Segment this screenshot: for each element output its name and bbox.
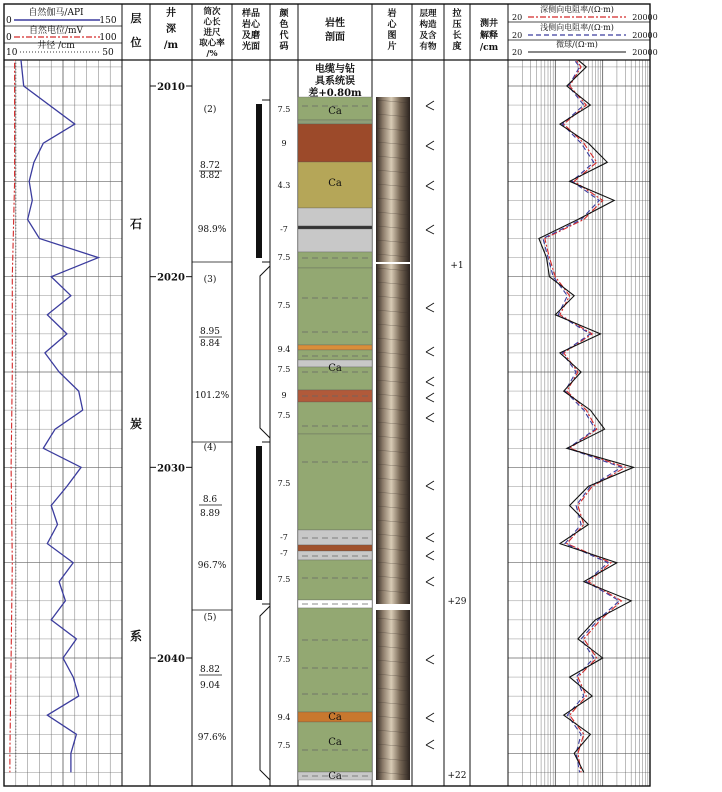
structure-header: 构造 (419, 20, 437, 30)
lithology-layer (298, 545, 372, 551)
color-code: 7.5 (277, 655, 291, 664)
color-code: 9.4 (277, 713, 291, 722)
recovery-header: 筒次 (203, 7, 221, 17)
stretch-header: 长 (452, 31, 462, 41)
sp-legend-max: 100 (99, 33, 117, 43)
shallow-res-legend-min: 20 (512, 31, 523, 40)
color-code: 7.5 (277, 575, 291, 584)
lithology-layer (298, 402, 372, 434)
color-code: 7.5 (277, 479, 291, 488)
core-number: (5) (203, 613, 217, 623)
sample-header: 及磨 (241, 31, 261, 41)
photo-header: 心 (387, 20, 397, 30)
deep-res-legend-min: 20 (512, 13, 523, 22)
photo-header: 片 (387, 42, 397, 52)
core-recovery: 97.6% (197, 733, 227, 743)
strata-char: 系 (129, 629, 143, 643)
sample-header: 岩心 (241, 20, 261, 30)
shallow-res-legend-max: 20000 (632, 31, 658, 40)
color-code: 9 (281, 139, 287, 148)
calcareous-label: Ca (328, 771, 342, 782)
color-code: -7 (280, 225, 288, 234)
lithology-layer (298, 252, 372, 268)
core-photo (376, 264, 410, 604)
color-code-header: 代 (279, 31, 289, 41)
depth-header: 井 (166, 8, 176, 19)
depth-tick-label: 2030 (157, 463, 185, 475)
lithology-layer (298, 268, 372, 345)
depth-tick-label: 2010 (157, 82, 185, 93)
color-code-header: 颜 (279, 9, 289, 19)
color-code: 9 (281, 391, 287, 400)
stretch-header: 度 (452, 42, 462, 52)
color-code: 4.3 (277, 181, 291, 190)
recovery-header: 取心率 (199, 38, 225, 49)
photo-header: 图 (387, 31, 397, 41)
interp-header: 测井 (479, 19, 499, 29)
deep-res-legend-label: 深侧向电阻率/(Ω·m) (540, 5, 614, 14)
color-code: 7.5 (277, 105, 291, 114)
recovery-header: 进尺 (203, 28, 221, 38)
core-footage: 8.84 (199, 339, 221, 349)
core-photo-column (376, 97, 410, 780)
lithology-header: 岩性 (325, 18, 345, 29)
gamma-legend-label: 自然伽马/API (28, 8, 84, 18)
core-photo (376, 610, 410, 780)
core-length: 8.82 (199, 665, 221, 675)
calcareous-label: Ca (328, 178, 342, 189)
core-length: 8.72 (199, 161, 221, 171)
core-footage: 9.04 (199, 681, 221, 691)
depth-tick-label: 2040 (157, 654, 185, 665)
depth-tick-label: 2020 (157, 272, 185, 284)
calcareous-label: Ca (328, 737, 342, 748)
lithology-layer (298, 530, 372, 545)
core-footage: 8.82 (199, 171, 221, 181)
stretch-header: 拉 (452, 9, 462, 19)
lithology-layer (298, 226, 372, 229)
lithology-layer (298, 208, 372, 226)
core-number: (2) (203, 105, 217, 115)
core-footage: 8.89 (199, 509, 221, 519)
interp-header: 解释 (479, 31, 499, 41)
core-length: 8.95 (199, 327, 221, 337)
strata-header: 位 (130, 36, 142, 49)
lithology-note: 差+0.80m (308, 88, 362, 99)
sp-legend-label: 自然电位/mV (28, 26, 84, 36)
depth-header: 深 (166, 24, 176, 35)
color-code: 7.5 (277, 411, 291, 420)
color-code: -7 (280, 533, 288, 542)
core-number: (3) (203, 275, 217, 285)
color-code-header: 码 (279, 42, 289, 52)
sample-header: 光面 (241, 42, 261, 52)
core-number: (4) (203, 443, 217, 453)
calcareous-label: Ca (328, 106, 342, 117)
color-code: 7.5 (277, 365, 291, 374)
caliper-legend-label: 井径 /cm (37, 41, 75, 51)
micro-res-legend-label: 微球/(Ω·m) (556, 40, 598, 49)
recovery-header: 心长 (203, 17, 221, 28)
micro-res-legend-min: 20 (512, 48, 523, 57)
lithology-header: 剖面 (325, 32, 345, 43)
photo-header: 岩 (387, 9, 397, 19)
recovery-header: /% (206, 49, 218, 59)
sample-bracket-fill (256, 104, 262, 258)
core-photo (376, 97, 410, 262)
lithology-layer (298, 434, 372, 530)
lithology-layer (298, 350, 372, 360)
caliper-legend-min: 10 (6, 48, 18, 58)
structure-header: 有物 (419, 42, 437, 52)
gamma-legend-min: 0 (6, 16, 12, 26)
lithology-layer (298, 124, 372, 162)
lithology-layer (298, 120, 372, 124)
structure-header: 层理 (419, 9, 437, 19)
core-recovery: 98.9% (197, 225, 227, 235)
stretch-value: +29 (447, 597, 467, 607)
lithology-layer (298, 229, 372, 252)
sp-legend-min: 0 (6, 33, 12, 43)
micro-res-legend-max: 20000 (632, 48, 658, 57)
lithology-layer (298, 345, 372, 350)
color-code: 7.5 (277, 741, 291, 750)
lithology-note: 电缆与钻 (315, 64, 355, 75)
color-code: 9.4 (277, 345, 291, 354)
depth-header: /m (163, 40, 179, 51)
color-code: 7.5 (277, 301, 291, 310)
strata-char: 石 (129, 217, 143, 231)
stretch-header: 压 (452, 20, 462, 30)
color-code-header: 色 (279, 20, 289, 30)
calcareous-label: Ca (328, 712, 342, 723)
sample-bracket-fill (256, 446, 262, 600)
interp-header: /cm (479, 43, 499, 53)
caliper-legend-max: 50 (102, 48, 114, 58)
strata-char: 炭 (129, 417, 143, 431)
core-recovery: 96.7% (197, 561, 227, 571)
lithology-layer (298, 608, 372, 712)
stretch-value: +1 (450, 261, 464, 271)
lithology-profile (298, 62, 372, 782)
core-recovery: 101.2% (194, 391, 230, 401)
lithology-layer (298, 551, 372, 560)
calcareous-label: Ca (328, 363, 342, 374)
structure-header: 及含 (419, 31, 437, 41)
lithology-layer (298, 560, 372, 600)
shallow-res-legend-label: 浅侧向电阻率/(Ω·m) (540, 23, 614, 32)
deep-res-legend-max: 20000 (632, 13, 658, 22)
sample-header: 样品 (241, 9, 261, 19)
color-code: 7.5 (277, 253, 291, 262)
gamma-legend-max: 150 (99, 16, 117, 26)
color-code: -7 (280, 549, 288, 558)
lithology-note: 具系统误 (315, 76, 355, 87)
stretch-value: +22 (447, 771, 467, 781)
core-length: 8.6 (202, 495, 218, 505)
strata-header: 层 (130, 12, 142, 25)
